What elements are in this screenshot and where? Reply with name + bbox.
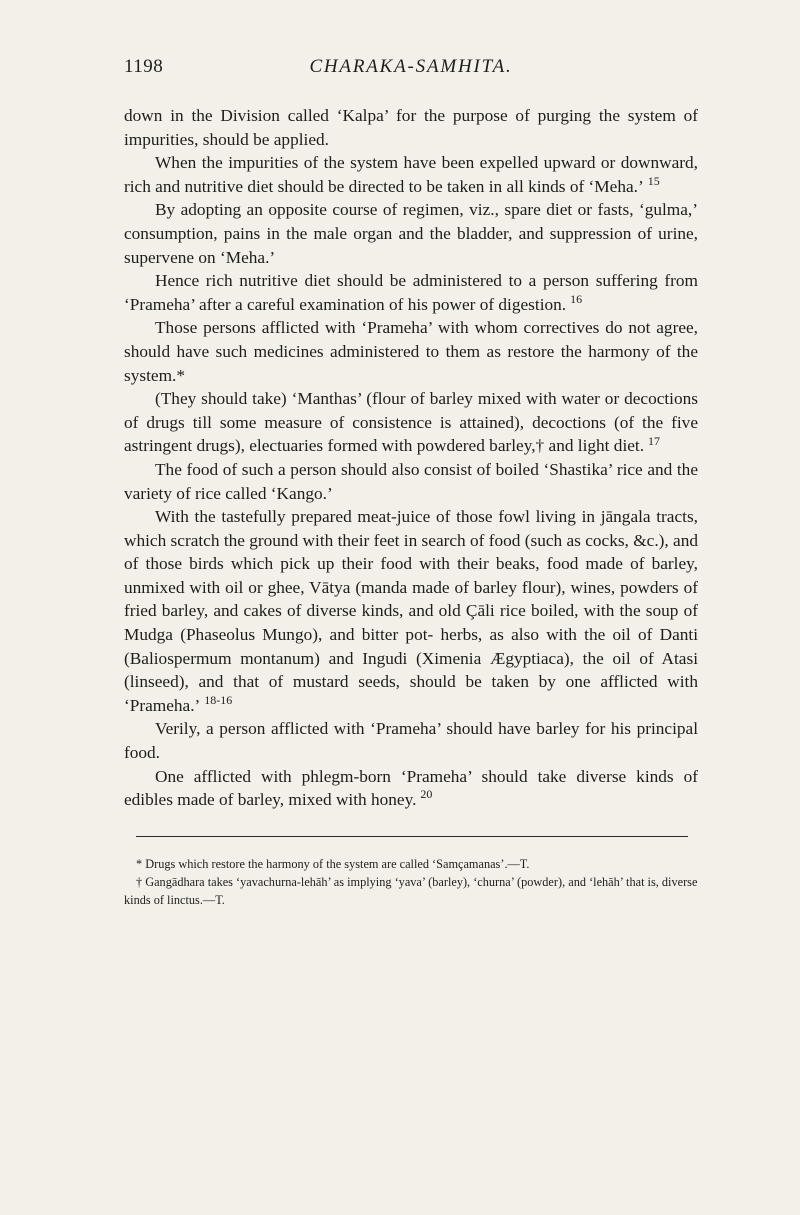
paragraph-text: (They should take) ‘Manthas’ (flour of barley mixed with water or decoctions of drugs till some measure of consistence is attained), decoctions (of the five astringent drugs), electuaries formed with powdered barley,† and light diet. (124, 389, 698, 456)
footnote: † Gangādhara takes ‘yavachurna-lehāh’ as implying ‘yava’ (barley), ‘churna’ (powder), and ‘lehāh’ that is, diverse kinds of linctus.—T. (124, 874, 698, 907)
page-number: 1198 (124, 56, 164, 77)
footnotes (124, 855, 698, 909)
running-title: CHARAKA-SAMHITA. (309, 56, 513, 77)
paragraph-text: When the impurities of the system have been expelled upward or downward, rich and nutritive diet should be directed to be taken in all kinds of ‘Meha.’ (124, 153, 698, 196)
footnote-divider (136, 836, 688, 837)
verse-number: 18-16 (204, 693, 233, 708)
paragraph (124, 765, 698, 812)
paragraph (124, 505, 698, 717)
paragraph (124, 269, 698, 316)
paragraph (124, 458, 698, 505)
paragraph-text: Those persons afflicted with ‘Prameha’ with whom correctives do not agree, should have such medicines administered to them as restore the harmony of the system.* (124, 318, 698, 385)
paragraph-text: By adopting an opposite course of regimen, viz., spare diet or fasts, ‘gulma,’ consumption, pains in the male organ and the bladder, and suppression of urine, supervene on ‘Meha.’ (124, 200, 698, 267)
paragraph (124, 387, 698, 458)
paragraph-text: Verily, a person afflicted with ‘Prameha’ should have barley for his principal food. (124, 719, 698, 763)
page-header (124, 56, 698, 90)
page (124, 56, 698, 909)
paragraph-text: One afflicted with phlegm-born ‘Prameha’ should take diverse kinds of edibles made of barley, mixed with honey. (124, 766, 698, 810)
paragraph (124, 316, 698, 387)
paragraph-text: The food of such a person should also consist of boiled ‘Shastika’ rice and the variety of rice called ‘Kango.’ (124, 459, 698, 503)
paragraph (124, 151, 698, 198)
body-text (124, 104, 698, 812)
paragraph (124, 717, 698, 764)
paragraph-text: With the tastefully prepared meat-juice of those fowl living in jāngala tracts, which scratch the ground with their feet in search of food (such as cocks, &c.), and of those birds which pick up their food with their beaks, food made of barley, unmixed with oil or ghee, Vātya (manda made of barley flour), wines, powders of fried barley, and cakes of diverse kinds, and old Çāli rice boiled, with the soup of Mudga (Phaseolus Mungo), and bitter pot- herbs, as also with the oil of Danti (Baliospermum montanum) and Ingudi (Ximenia Ægyptiaca), the oil of Atasi (linseed), and that of mustard seeds, should be taken by one afflicted with ‘Prameha.’ (124, 507, 698, 715)
paragraph-text: Hence rich nutritive diet should be administered to a person suffering from ‘Prameha’ after a careful examination of his power of digestion. (124, 271, 698, 314)
paragraph-text: down in the Division called ‘Kalpa’ for the purpose of purging the system of impurities, should be applied. (124, 106, 698, 149)
verse-number: 15 (647, 174, 660, 189)
verse-number: 17 (648, 433, 661, 448)
verse-number: 20 (420, 787, 433, 802)
footnote: * Drugs which restore the harmony of the system are called ‘Samçamanas’.—T. (136, 856, 530, 871)
verse-number: 16 (570, 291, 583, 306)
paragraph (124, 104, 698, 151)
paragraph (124, 198, 698, 269)
